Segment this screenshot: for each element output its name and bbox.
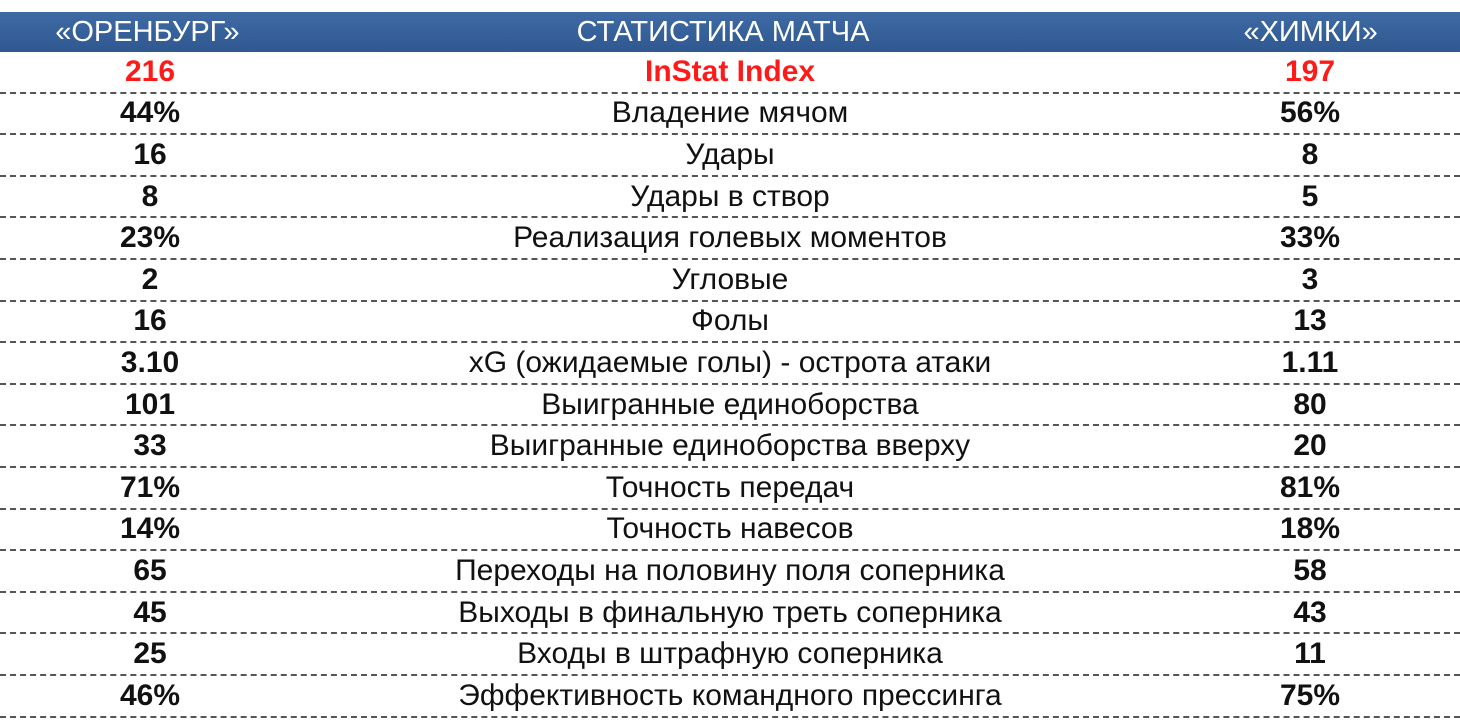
home-value: 33 bbox=[133, 429, 167, 463]
table-row bbox=[0, 52, 1460, 94]
away-value: 75% bbox=[1279, 678, 1341, 712]
away-value: 197 bbox=[1284, 54, 1336, 88]
stat-label: Эффективность командного прессинга bbox=[458, 678, 1002, 712]
table-row bbox=[0, 218, 1460, 260]
home-value: 3.10 bbox=[120, 345, 180, 379]
home-value: 46% bbox=[119, 678, 181, 712]
away-value: 58 bbox=[1293, 553, 1327, 587]
stat-label: Выходы в финальную треть соперника bbox=[458, 595, 1002, 629]
away-value: 56% bbox=[1279, 96, 1341, 130]
stat-label: InStat Index bbox=[644, 54, 816, 88]
match-stats-table bbox=[0, 12, 1460, 718]
stat-label: Выигранные единоборства bbox=[541, 387, 919, 421]
home-value: 14% bbox=[119, 512, 181, 546]
home-value: 65 bbox=[133, 553, 167, 587]
home-value: 71% bbox=[119, 470, 181, 504]
home-value: 101 bbox=[124, 387, 176, 421]
away-value: 33% bbox=[1279, 221, 1341, 255]
away-value: 8 bbox=[1301, 137, 1319, 171]
away-value: 13 bbox=[1293, 304, 1327, 338]
stat-label: Точность передач bbox=[605, 470, 855, 504]
away-value: 20 bbox=[1293, 429, 1327, 463]
away-value: 11 bbox=[1294, 637, 1326, 671]
home-value: 44% bbox=[119, 96, 181, 130]
stat-label: Владение мячом bbox=[611, 96, 849, 130]
stat-label: Переходы на половину поля соперника bbox=[455, 553, 1005, 587]
away-value: 80 bbox=[1293, 387, 1327, 421]
stat-label: Входы в штрафную соперника bbox=[517, 637, 943, 671]
stat-label: Фолы bbox=[691, 304, 769, 338]
stat-label: Выигранные единоборства вверху bbox=[489, 429, 971, 463]
table-row bbox=[0, 94, 1460, 136]
away-value: 43 bbox=[1293, 595, 1327, 629]
table-row bbox=[0, 468, 1460, 510]
away-value: 3 bbox=[1301, 262, 1319, 296]
table-row bbox=[0, 426, 1460, 468]
stat-label: Угловые bbox=[671, 262, 789, 296]
home-value: 23% bbox=[119, 221, 181, 255]
stat-label: Удары bbox=[685, 137, 775, 171]
table-row bbox=[0, 385, 1460, 427]
table-row bbox=[0, 593, 1460, 635]
table-row bbox=[0, 260, 1460, 302]
home-value: 16 bbox=[133, 304, 167, 338]
away-value: 1.11 bbox=[1281, 345, 1339, 379]
stat-label: Реализация голевых моментов bbox=[513, 221, 947, 255]
away-value: 5 bbox=[1301, 179, 1319, 213]
away-team-name: «ХИМКИ» bbox=[1243, 15, 1378, 48]
home-team-name: «ОРЕНБУРГ» bbox=[55, 15, 240, 48]
home-value: 45 bbox=[133, 595, 167, 629]
stat-label: xG (ожидаемые голы) - острота атаки bbox=[468, 345, 992, 379]
stat-label: Точность навесов bbox=[606, 512, 854, 546]
table-row bbox=[0, 551, 1460, 593]
table-title: СТАТИСТИКА МАТЧА bbox=[576, 15, 870, 48]
home-value: 2 bbox=[141, 262, 159, 296]
table-row bbox=[0, 676, 1460, 718]
away-value: 81% bbox=[1279, 470, 1341, 504]
table-row bbox=[0, 177, 1460, 219]
table-row bbox=[0, 302, 1460, 344]
table-row bbox=[0, 510, 1460, 552]
home-value: 216 bbox=[124, 54, 176, 88]
table-row bbox=[0, 634, 1460, 676]
home-value: 25 bbox=[133, 637, 167, 671]
away-value: 18% bbox=[1279, 512, 1341, 546]
home-value: 16 bbox=[133, 137, 167, 171]
table-row bbox=[0, 135, 1460, 177]
home-value: 8 bbox=[141, 179, 159, 213]
table-row bbox=[0, 343, 1460, 385]
stat-label: Удары в створ bbox=[630, 179, 830, 213]
table-header bbox=[0, 12, 1460, 52]
